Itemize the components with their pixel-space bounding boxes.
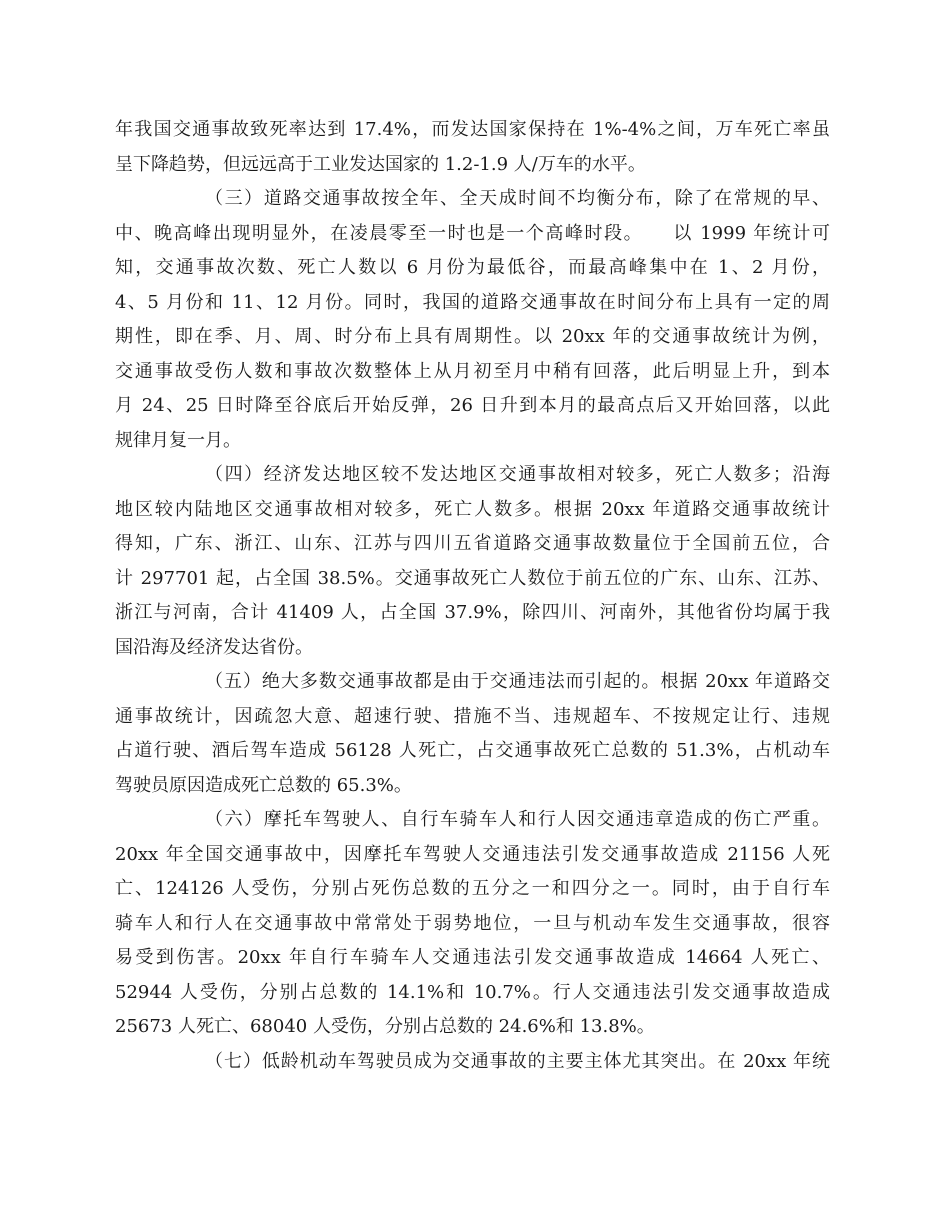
text-line: 国沿海及经济发达省份。	[115, 636, 313, 658]
text-line: 交通事故受伤人数和事故次数整体上从月初至月中稍有回落，此后明显上升，到本	[115, 360, 830, 382]
text-line: 地区较内陆地区交通事故相对较多，死亡人数多。根据 20xx 年道路交通事故统计	[115, 498, 830, 520]
text-line: 20xx 年全国交通事故中，因摩托车驾驶人交通违法引发交通事故造成 21156 人死	[115, 843, 830, 865]
paragraph-p1	[115, 182, 830, 458]
paragraph-p0	[115, 113, 830, 182]
document-page	[115, 113, 830, 1079]
text-line: 25673 人死亡、68040 人受伤，分别占总数的 24.6%和 13.8%。	[115, 1016, 655, 1037]
text-line: 浙江与河南，合计 41409 人，占全国 37.9%，除四川、河南外，其他省份均属于我	[115, 602, 830, 623]
paragraph-p3	[115, 665, 830, 803]
paragraph-p4	[115, 803, 830, 1045]
paragraph-p5	[115, 1045, 830, 1080]
paragraph-p2	[115, 458, 830, 665]
text-line: （七）低龄机动车驾驶员成为交通事故的主要主体尤其突出。在 20xx 年统	[205, 1050, 830, 1072]
text-line: 52944 人受伤，分别占总数的 14.1%和 10.7%。行人交通违法引发交通事故造成	[115, 981, 830, 1003]
text-line: 月 24、25 日时降至谷底后开始反弹，26 日升到本月的最高点后又开始回落，以此	[115, 395, 830, 416]
text-line: （四）经济发达地区较不发达地区交通事故相对较多，死亡人数多；沿海	[205, 464, 830, 485]
text-line: （三）道路交通事故按全年、全天成时间不均衡分布，除了在常规的早、	[205, 188, 830, 209]
text-line: 亡、124126 人受伤，分别占死伤总数的五分之一和四分之一。同时，由于自行车	[115, 878, 830, 899]
text-line: 易受到伤害。20xx 年自行车骑车人交通违法引发交通事故造成 14664 人死亡、	[115, 947, 830, 968]
text-line: 呈下降趋势，但远远高于工业发达国家的 1.2-1.9 人/万车的水平。	[115, 153, 646, 175]
text-line: 骑车人和行人在交通事故中常常处于弱势地位，一旦与机动车发生交通事故，很容	[115, 912, 830, 934]
text-line: 驾驶员原因造成死亡总数的 65.3%。	[115, 774, 412, 796]
text-line: 期性，即在季、月、周、时分布上具有周期性。以 20xx 年的交通事故统计为例，	[115, 326, 830, 347]
text-line: 得知，广东、浙江、山东、江苏与四川五省道路交通事故数量位于全国前五位，合	[115, 533, 830, 554]
text-line: 中、晚高峰出现明显外，在凌晨零至一时也是一个高峰时段。 以 1999 年统计可	[115, 222, 830, 244]
text-line: 计 297701 起，占全国 38.5%。交通事故死亡人数位于前五位的广东、山东、江苏、	[115, 567, 830, 589]
text-line: 年我国交通事故致死率达到 17.4%，而发达国家保持在 1%-4%之间，万车死亡率虽	[115, 119, 830, 140]
text-line: 4、5 月份和 11、12 月份。同时，我国的道路交通事故在时间分布上具有一定的周	[115, 291, 830, 313]
text-line: （六）摩托车驾驶人、自行车骑车人和行人因交通违章造成的伤亡严重。	[205, 809, 830, 830]
text-line: 占道行驶、酒后驾车造成 56128 人死亡，占交通事故死亡总数的 51.3%，占机动车	[115, 740, 830, 761]
text-line: （五）绝大多数交通事故都是由于交通违法而引起的。根据 20xx 年道路交	[205, 671, 830, 692]
text-line: 知，交通事故次数、死亡人数以 6 月份为最低谷，而最高峰集中在 1、2 月份，	[115, 257, 830, 278]
text-line: 规律月复一月。	[115, 429, 241, 451]
text-line: 通事故统计，因疏忽大意、超速行驶、措施不当、违规超车、不按规定让行、违规	[115, 705, 830, 727]
